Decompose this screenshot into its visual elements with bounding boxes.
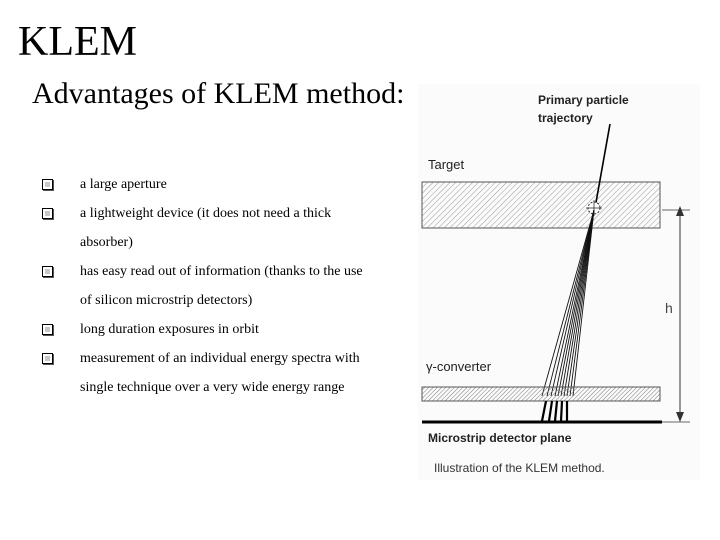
converter-label: γ-converter (426, 359, 492, 374)
advantage-text: long duration exposures in orbit (80, 322, 259, 337)
square-bullet-icon (42, 179, 53, 190)
gamma-converter-slab (422, 387, 660, 401)
advantage-item (40, 315, 370, 344)
slide-subtitle: Advantages of KLEM method: (32, 77, 405, 110)
detector-label: Microstrip detector plane (428, 431, 572, 445)
square-bullet-icon (42, 266, 53, 277)
primary-particle-label: Primary particle (538, 93, 629, 107)
advantage-text: has easy read out of information (thanks to the use of silicon microstrip detectors) (80, 264, 363, 308)
height-label: h (665, 300, 673, 316)
klem-method-diagram (418, 84, 700, 480)
advantage-item (40, 344, 370, 402)
target-slab (422, 182, 660, 228)
advantage-text: a lightweight device (it does not need a thick absorber) (80, 206, 332, 250)
advantage-item (40, 199, 370, 257)
diagram-caption: Illustration of the KLEM method. (434, 461, 605, 475)
square-bullet-icon (42, 208, 53, 219)
advantage-item (40, 257, 370, 315)
advantage-text: measurement of an individual energy spectra with single technique over a very wide energy range (80, 351, 360, 395)
advantages-list (40, 170, 370, 402)
slide-title: KLEM (18, 19, 137, 65)
square-bullet-icon (42, 353, 53, 364)
advantage-item (40, 170, 370, 199)
advantage-text: a large aperture (80, 177, 167, 192)
square-bullet-icon (42, 324, 53, 335)
target-label: Target (428, 157, 465, 172)
trajectory-label: trajectory (538, 111, 593, 125)
